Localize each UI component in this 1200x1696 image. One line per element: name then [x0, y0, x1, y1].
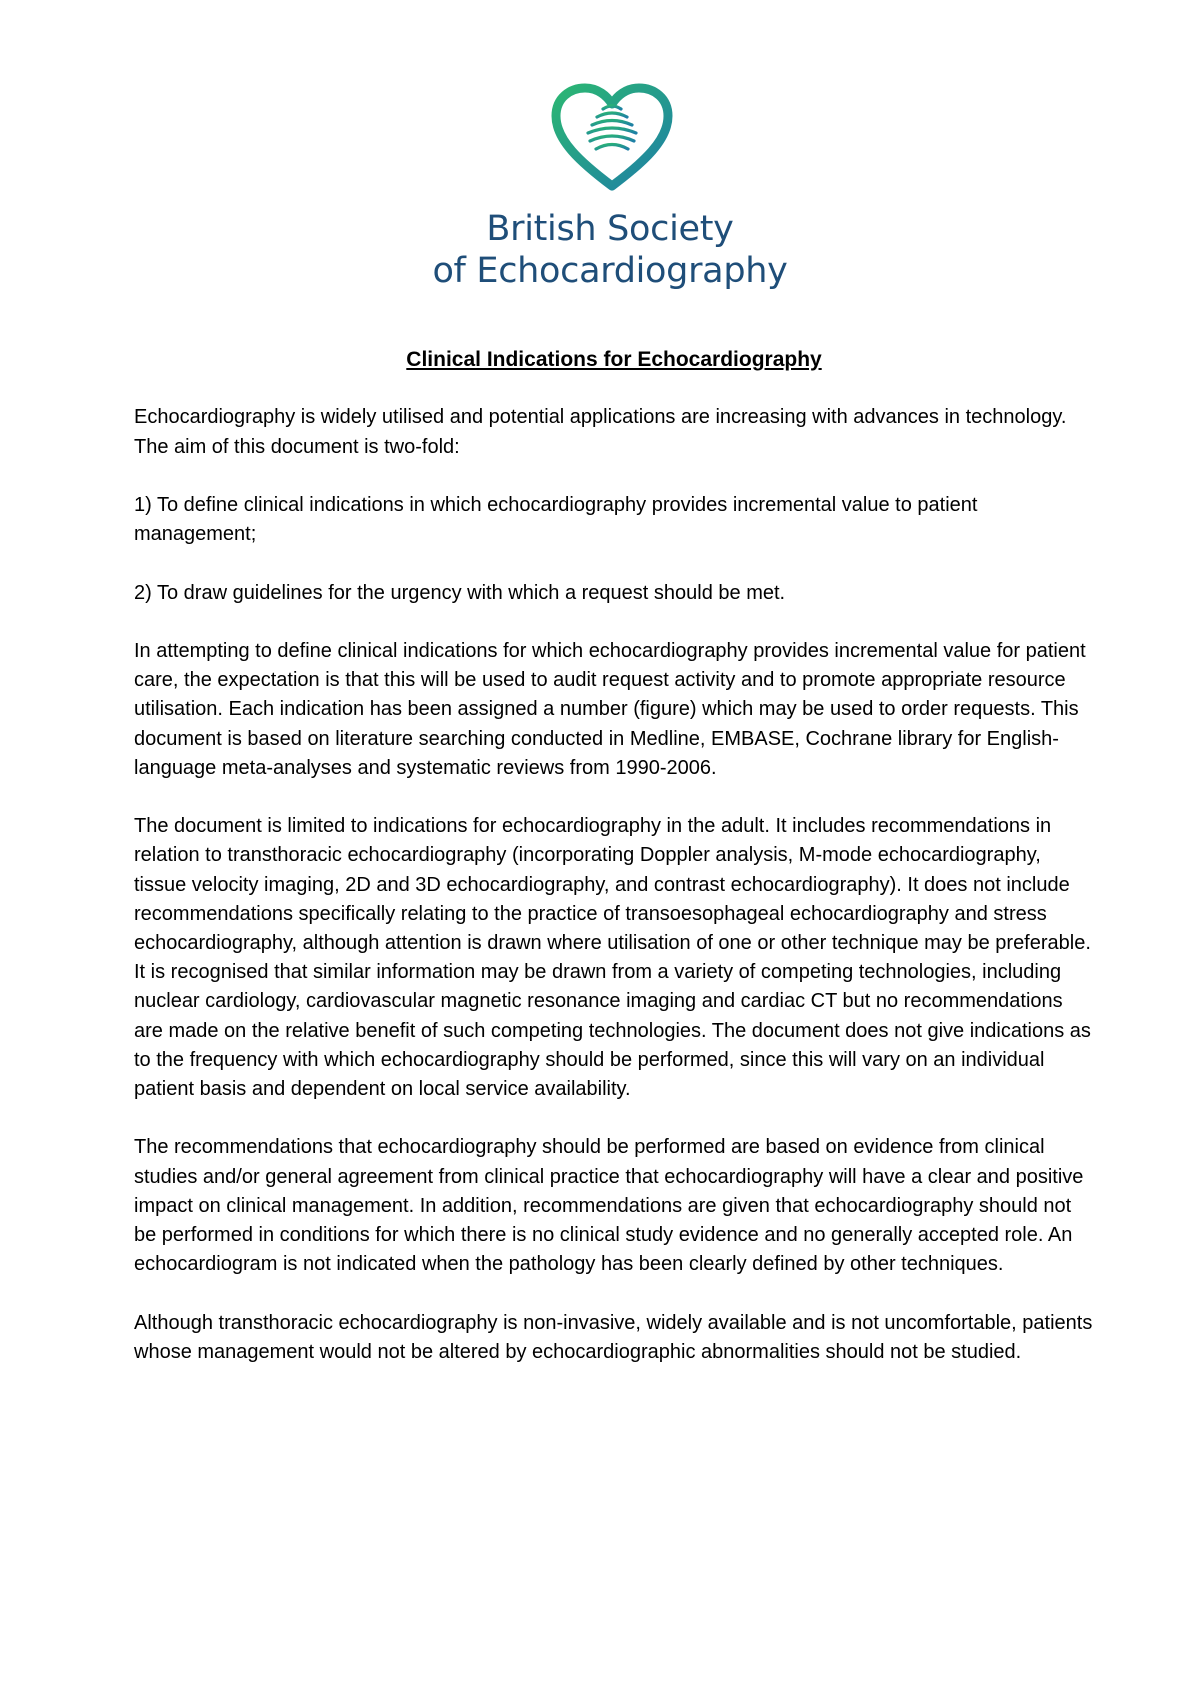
- logo-line-1: British Society: [486, 209, 734, 249]
- paragraph-aim-1: 1) To define clinical indications in which echocardiography provides incremental value to patient management;: [134, 493, 978, 546]
- bse-logo: [420, 82, 800, 297]
- paragraph-recommendations: The recommendations that echocardiography should be performed are based on evidence from clinical studies and/or general agreement from clinical practice that echocardiography will have a clear and positive impact on clinical management. In addition, recommendations are given that echocardiography should not be performed in conditions for which there is no clinical study evidence and no generally accepted role. An echocardiogram is not indicated when the pathology has been clearly defined by other techniques.: [134, 1136, 1084, 1276]
- logo-wordmark: [420, 208, 800, 292]
- paragraph-scope: The document is limited to indications for echocardiography in the adult. It includes recommendations in relation to transthoracic echocardiography (incorporating Doppler analysis, M-mode echocardiography, tissue velocity imaging, 2D and 3D echocardiography, and contrast echocardiography). It does not include recommendations specifically relating to the practice of transoesophageal echocardiography and stress echocardiography, although attention is drawn where utilisation of one or other technique may be preferable. It is recognised that similar information may be drawn from a variety of competing technologies, including nuclear cardiology, cardiovascular magnetic resonance imaging and cardiac CT but no recommendations are made on the relative benefit of such competing technologies. The document does not give indications as to the frequency with which echocardiography should be performed, since this will vary on an individual patient basis and dependent on local service availability.: [134, 815, 1091, 1100]
- paragraph-methods: In attempting to define clinical indications for which echocardiography provides incremental value for patient care, the expectation is that this will be used to audit request activity and to promote appropriate resource utilisation. Each indication has been assigned a number (figure) which may be used to order requests. This document is based on literature searching conducted in Medline, EMBASE, Cochrane library for English-language meta-analyses and systematic reviews from 1990-2006.: [134, 639, 1086, 779]
- logo-line-2: of Echocardiography: [432, 251, 788, 291]
- paragraph-closing: Although transthoracic echocardiography is non-invasive, widely available and is not uncomfortable, patients whose management would not be altered by echocardiographic abnormalities should not be studied.: [134, 1311, 1093, 1363]
- document-title: Clinical Indications for Echocardiography: [406, 348, 822, 371]
- heart-ultrasound-icon: [550, 82, 674, 194]
- paragraph-aim-2: 2) To draw guidelines for the urgency with which a request should be met.: [134, 581, 786, 604]
- paragraph-intro: Echocardiography is widely utilised and potential applications are increasing with advances in technology. The aim of this document is two-fold:: [134, 406, 1067, 458]
- document-body: [134, 345, 1094, 1396]
